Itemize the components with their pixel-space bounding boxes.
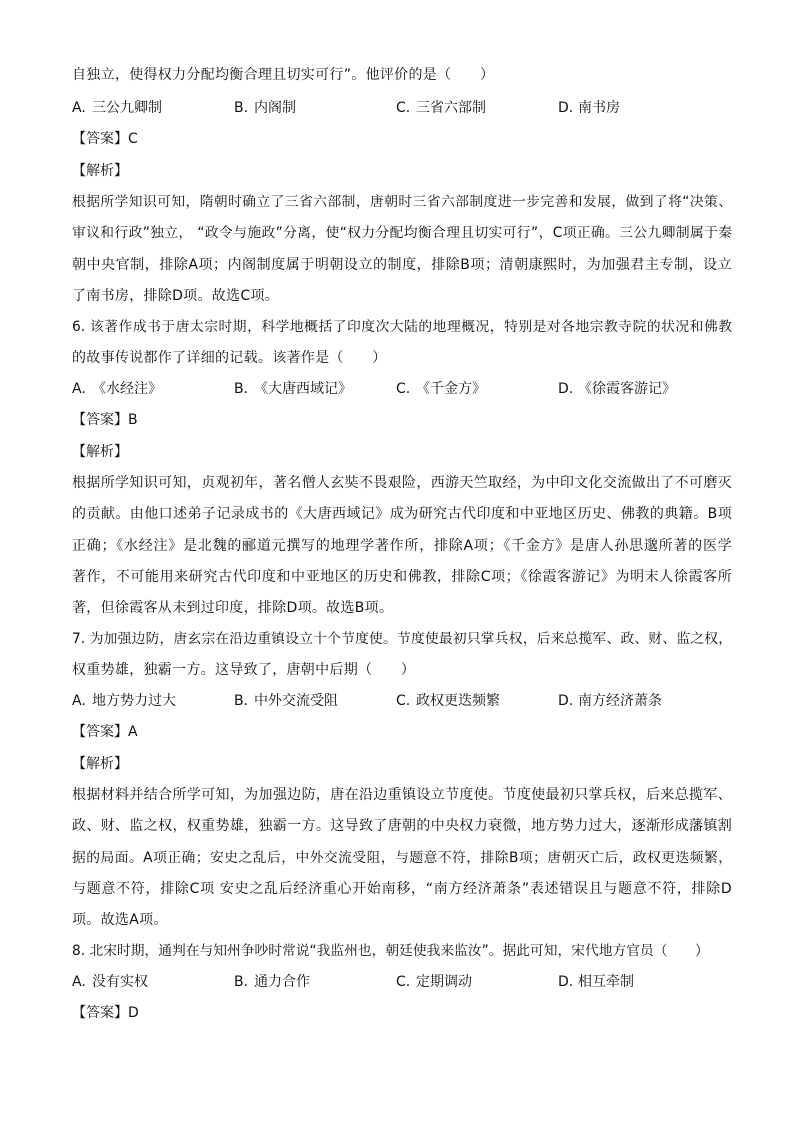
- question-6-option-d: D. 《徐霞客游记》: [558, 381, 676, 397]
- question-6-options: [72, 380, 732, 398]
- question-7-option-d: D. 南方经济萧条: [558, 693, 662, 709]
- question-6-option-b: B. 《大唐西域记》: [234, 381, 352, 397]
- question-6-stem-line: 6. 该著作成书于唐太宗时期，科学地概括了印度次大陆的地理概况，特别是对各地宗教寺院的状况和佛教: [72, 319, 732, 335]
- question-7-answer: 【答案】A: [72, 724, 138, 740]
- question-8-answer: 【答案】D: [72, 1005, 139, 1021]
- question-8-stem-line: 8. 北宋时期，通判在与知州争吵时常说“我监州也，朝廷使我来监汝”。据此可知，宋代地方官员（ ）: [72, 943, 709, 959]
- question-7-analysis-line: 政、财、监之权，权重势雄，独霸一方。这导致了唐朝的中央权力衰微，地方势力过大，逐渐形成藩镇割: [72, 818, 732, 834]
- question-7-analysis-label: 【解析】: [72, 756, 128, 772]
- question-5-option-d: D. 南书房: [558, 100, 620, 116]
- question-5-option-b: B. 内阁制: [234, 100, 296, 116]
- question-6-analysis-line: 著，但徐霞客从未到过印度，排除D项。故选B项。: [72, 600, 394, 616]
- question-5-answer: 【答案】C: [72, 131, 138, 147]
- question-5-stem-tail: 自独立，使得权力分配均衡合理且切实可行”。他评价的是（ ）: [72, 67, 495, 83]
- question-8-option-a: A. 没有实权: [72, 974, 148, 990]
- question-6-analysis-line: 根据所学知识可知，贞观初年，著名僧人玄奘不畏艰险，西游天竺取经，为中印文化交流做出了不可磨灭: [72, 475, 732, 491]
- question-5-options: [72, 99, 732, 117]
- question-5-analysis-line: 了南书房，排除D项。故选C项。: [72, 288, 280, 304]
- question-7-analysis-line: 据的局面。A项正确；安史之乱后，中外交流受阻，与题意不符，排除B项；唐朝灭亡后，政权更迭频繁，: [72, 850, 732, 866]
- question-7-stem-line: 权重势雄，独霸一方。这导致了，唐朝中后期（ ）: [72, 662, 416, 678]
- question-6-analysis-label: 【解析】: [72, 444, 128, 460]
- question-7-analysis-line: 根据材料并结合所学可知，为加强边防，唐在沿边重镇设立节度使。节度使最初只掌兵权，后来总揽军、: [72, 787, 732, 803]
- question-8-option-b: B. 通力合作: [234, 974, 310, 990]
- question-7-option-a: A. 地方势力过大: [72, 693, 176, 709]
- question-7-analysis-line: 与题意不符，排除C项 安史之乱后经济重心开始南移，“南方经济萧条”表述错误且与题意不符，排除D: [72, 881, 732, 897]
- question-5-analysis-line: 朝中央官制，排除A项；内阁制度属于明朝设立的制度，排除B项；清朝康熙时，为加强君主专制，设立: [72, 257, 732, 273]
- question-6-analysis-line: 著作，不可能用来研究古代印度和中亚地区的历史和佛教，排除C项；《徐霞客游记》为明末人徐霞客所: [72, 569, 732, 585]
- question-6-analysis-line: 的贡献。由他口述弟子记录成书的《大唐西域记》成为研究古代印度和中亚地区历史、佛教的典籍。B项: [72, 506, 732, 522]
- question-6-option-c: C. 《千金方》: [396, 381, 486, 397]
- question-5-option-c: C. 三省六部制: [396, 100, 486, 116]
- question-5-analysis-label: 【解析】: [72, 163, 128, 179]
- question-6-option-a: A. 《水经注》: [72, 381, 162, 397]
- question-5-analysis-line: 审议和行政”独立， “政令与施政”分离，使“权力分配均衡合理且切实可行”，C项正确。三公九卿制属于秦: [72, 225, 732, 241]
- question-6-analysis-line: 正确；《水经注》是北魏的郦道元撰写的地理学著作所，排除A项；《千金方》是唐人孙思邈所著的医学: [72, 538, 732, 554]
- question-8-options: [72, 973, 732, 991]
- question-6-stem-line: 的故事传说都作了详细的记载。该著作是（ ）: [72, 350, 387, 366]
- question-7-option-b: B. 中外交流受阻: [234, 693, 338, 709]
- question-5-option-a: A. 三公九卿制: [72, 100, 162, 116]
- question-7-stem-line: 7. 为加强边防，唐玄宗在沿边重镇设立十个节度使。节度使最初只掌兵权，后来总揽军、政、财、监之权，: [72, 631, 732, 647]
- question-7-analysis-line: 项。故选A项。: [72, 912, 168, 928]
- question-6-answer: 【答案】B: [72, 412, 138, 428]
- question-5-analysis-line: 根据所学知识可知，隋朝时确立了三省六部制，唐朝时三省六部制度进一步完善和发展，做到了将“决策、: [72, 194, 732, 210]
- question-7-options: [72, 692, 732, 710]
- question-8-option-d: D. 相互牵制: [558, 974, 634, 990]
- question-7-option-c: C. 政权更迭频繁: [396, 693, 500, 709]
- question-8-option-c: C. 定期调动: [396, 974, 472, 990]
